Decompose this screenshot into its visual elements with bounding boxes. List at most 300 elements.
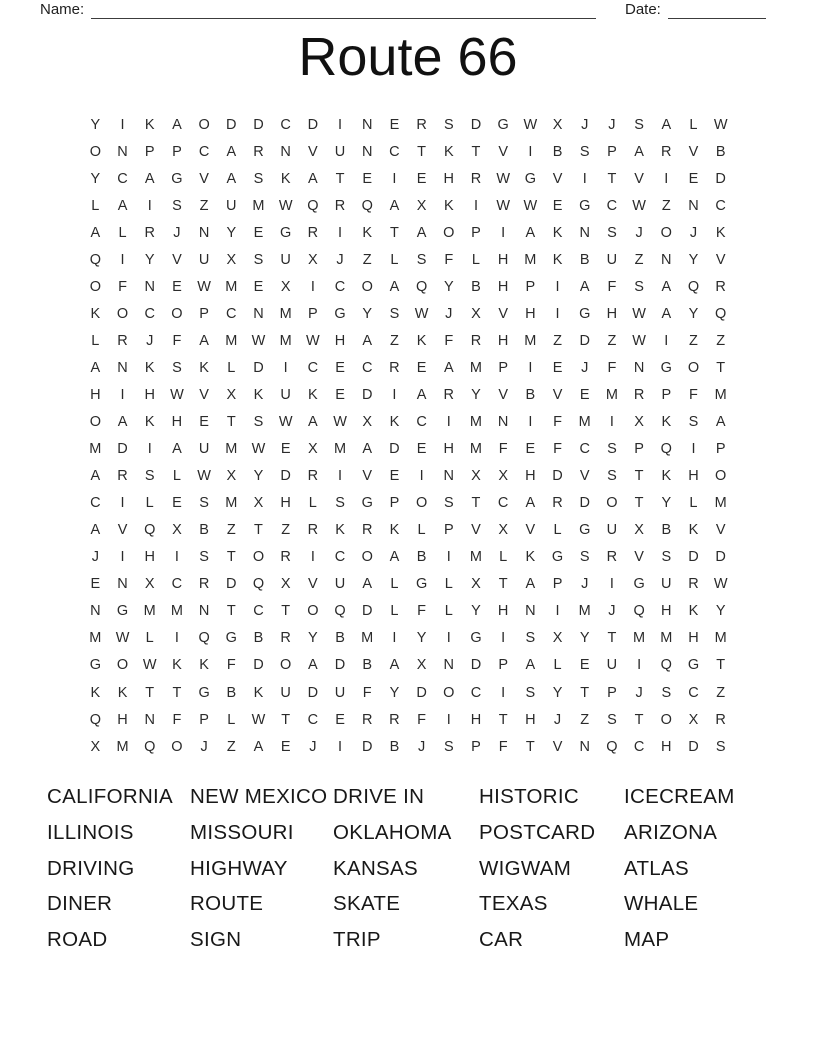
grid-cell: C (280, 116, 291, 133)
grid-cell: S (525, 684, 536, 701)
grid-cell: L (172, 468, 181, 485)
grid-cell: V (552, 170, 563, 187)
grid-cell: H (688, 468, 699, 485)
grid-cell: C (334, 549, 346, 566)
grid-cell: Z (226, 522, 236, 539)
grid-cell: A (525, 657, 536, 674)
grid-cell: G (116, 603, 129, 620)
puzzle-title: Route 66 (298, 27, 518, 87)
grid-cell: R (117, 468, 128, 485)
name-field (40, 1, 596, 19)
grid-cell: I (310, 549, 315, 566)
grid-cell: Y (253, 468, 264, 485)
grid-cell: S (607, 711, 617, 728)
word-list-item: CAR (479, 928, 524, 952)
word-list-item: OKLAHOMA (333, 820, 452, 844)
grid-cell: M (469, 359, 483, 376)
grid-cell: S (199, 549, 209, 566)
grid-cell: A (715, 414, 726, 431)
grid-cell: Y (226, 224, 237, 241)
grid-cell: X (280, 278, 291, 295)
grid-cell: U (334, 576, 346, 593)
grid-cell: C (307, 359, 319, 376)
grid-cell: O (715, 468, 727, 485)
grid-cell: Q (252, 576, 265, 593)
word-list-item: ICECREAM (624, 785, 735, 808)
grid-cell: O (280, 657, 292, 674)
grid-cell: C (633, 738, 645, 755)
grid-cell: Y (90, 170, 101, 187)
grid-cell: D (470, 657, 482, 674)
grid-cell: D (226, 576, 237, 593)
word-list-item: TRIP (333, 928, 381, 952)
grid-cell: C (606, 197, 618, 214)
word-list-item: DRIVING (47, 856, 135, 880)
grid-cell: G (687, 657, 700, 674)
grid-cell: M (225, 278, 238, 295)
grid-cell: C (171, 576, 183, 593)
grid-cell: H (497, 251, 509, 268)
grid-cell: P (498, 359, 508, 376)
grid-cell: P (172, 143, 182, 160)
grid-cell: K (362, 224, 373, 241)
grid-cell: G (579, 522, 591, 539)
grid-cell: U (334, 684, 346, 701)
grid-cell: R (470, 170, 482, 187)
grid-cell: U (334, 143, 346, 160)
grid-cell: T (716, 359, 726, 376)
grid-cell: S (525, 630, 536, 647)
grid-cell: N (144, 711, 155, 728)
grid-cell: O (116, 657, 129, 674)
grid-cell: F (172, 711, 182, 728)
grid-cell: Y (443, 278, 454, 295)
grid-cell: K (199, 359, 209, 376)
grid-cell: P (443, 522, 454, 539)
grid-cell: X (471, 468, 481, 485)
grid-cell: T (471, 143, 481, 160)
grid-cell: P (661, 386, 672, 403)
grid-cell: I (147, 441, 152, 458)
grid-cell: F (607, 278, 617, 295)
grid-cell: L (444, 576, 453, 593)
grid-cell: M (633, 630, 646, 647)
grid-cell: M (116, 738, 129, 755)
grid-cell: A (389, 197, 400, 214)
grid-cell: E (90, 576, 101, 593)
grid-cell: I (555, 305, 560, 322)
grid-cell: K (389, 414, 400, 431)
grid-cell: S (416, 251, 427, 268)
grid-cell: R (633, 386, 645, 403)
word-list-item: HIGHWAY (190, 856, 288, 880)
grid-cell: K (389, 522, 400, 539)
grid-cell: U (198, 441, 210, 458)
grid-cell: R (144, 224, 155, 241)
grid-cell: I (283, 359, 288, 376)
grid-cell: J (635, 684, 643, 701)
grid-cell: I (310, 278, 315, 295)
grid-cell: K (144, 414, 155, 431)
grid-cell: E (362, 170, 373, 187)
grid-cell: Y (389, 684, 400, 701)
grid-cell: W (197, 278, 211, 295)
grid-cell: R (307, 224, 319, 241)
grid-cell: D (253, 359, 264, 376)
grid-cell: J (553, 711, 562, 728)
grid-cell: A (389, 657, 400, 674)
grid-cell: W (523, 116, 538, 133)
grid-cell: Z (281, 522, 291, 539)
grid-cell: A (362, 576, 373, 593)
grid-cell: C (307, 711, 319, 728)
grid-cell: S (443, 495, 454, 512)
grid-cell: Y (308, 630, 318, 647)
grid-cell: T (335, 170, 345, 187)
grid-cell: T (281, 711, 291, 728)
grid-cell: A (389, 278, 400, 295)
grid-cell: Q (144, 738, 156, 755)
grid-cell: S (607, 224, 617, 241)
grid-cell: V (552, 386, 563, 403)
grid-cell: E (199, 414, 209, 431)
grid-cell: Q (660, 657, 672, 674)
grid-cell: A (661, 278, 672, 295)
grid-cell: F (417, 603, 427, 620)
grid-cell: N (117, 143, 128, 160)
grid-cell: S (335, 495, 345, 512)
grid-cell: E (280, 441, 291, 458)
grid-cell: G (361, 495, 373, 512)
grid-cell: M (714, 495, 727, 512)
grid-cell: Q (606, 738, 618, 755)
grid-cell: I (501, 224, 506, 241)
grid-cell: C (198, 143, 210, 160)
grid-cell: I (174, 630, 179, 647)
grid-cell: I (446, 549, 451, 566)
grid-cell: I (419, 468, 424, 485)
grid-cell: Y (416, 630, 427, 647)
grid-cell: O (361, 278, 373, 295)
grid-cell: G (280, 224, 292, 241)
grid-cell: A (579, 278, 590, 295)
grid-cell: T (580, 684, 590, 701)
grid-cell: V (308, 143, 318, 160)
grid-cell: X (634, 414, 644, 431)
grid-cell: J (581, 576, 589, 593)
name-blank-line (91, 1, 596, 19)
grid-cell: T (716, 657, 726, 674)
grid-cell: I (528, 359, 533, 376)
grid-cell: S (253, 170, 264, 187)
grid-cell: L (118, 224, 127, 241)
grid-cell: J (309, 738, 317, 755)
grid-cell: T (226, 603, 236, 620)
grid-cell: O (116, 305, 129, 322)
grid-cell: M (333, 441, 347, 458)
word-list-column (190, 779, 333, 958)
grid-cell: X (498, 468, 508, 485)
grid-cell: E (253, 224, 264, 241)
grid-cell: T (471, 495, 481, 512)
grid-cell: G (579, 197, 591, 214)
grid-cell: W (496, 170, 510, 187)
grid-cell: B (471, 278, 481, 295)
grid-cell: T (498, 711, 508, 728)
grid-cell: I (555, 278, 560, 295)
grid-cell: M (605, 386, 618, 403)
grid-cell: K (199, 657, 209, 674)
grid-cell: X (226, 386, 237, 403)
grid-cell: A (117, 414, 128, 431)
grid-cell: H (525, 711, 536, 728)
grid-cell: R (389, 359, 400, 376)
grid-cell: I (528, 143, 533, 160)
grid-cell: R (552, 495, 563, 512)
grid-cell: H (280, 495, 291, 512)
grid-cell: B (552, 143, 563, 160)
grid-cell: F (689, 386, 698, 403)
grid-cell: G (89, 657, 101, 674)
grid-cell: K (443, 143, 454, 160)
grid-cell: D (688, 549, 699, 566)
grid-cell: E (525, 441, 536, 458)
grid-cell: F (172, 332, 182, 349)
grid-cell: D (334, 657, 346, 674)
grid-cell: H (443, 170, 455, 187)
grid-cell: N (117, 576, 128, 593)
grid-cell: H (334, 332, 346, 349)
grid-cell: M (225, 495, 238, 512)
grid-cell: G (470, 630, 482, 647)
grid-cell: B (199, 522, 209, 539)
grid-cell: N (525, 603, 536, 620)
word-list-column (333, 779, 479, 958)
grid-cell: C (715, 197, 726, 214)
grid-cell: T (634, 495, 644, 512)
grid-cell: L (471, 251, 480, 268)
grid-cell: K (308, 386, 318, 403)
grid-cell: A (308, 414, 318, 431)
grid-cell: H (688, 630, 699, 647)
grid-cell: S (253, 251, 264, 268)
grid-cell: S (144, 468, 155, 485)
grid-cell: M (469, 414, 483, 431)
grid-cell: S (607, 441, 617, 458)
grid-cell: C (389, 143, 400, 160)
grid-cell: L (390, 251, 399, 268)
grid-cell: P (389, 495, 400, 512)
grid-cell: Y (688, 251, 699, 268)
grid-cell: R (280, 549, 291, 566)
grid-cell: M (578, 414, 591, 431)
grid-cell: B (335, 630, 345, 647)
grid-cell: K (416, 332, 427, 349)
grid-cell: M (660, 630, 673, 647)
grid-cell: Z (716, 332, 726, 349)
grid-cell: L (145, 495, 154, 512)
grid-cell: J (200, 738, 208, 755)
grid-cell: A (525, 495, 536, 512)
grid-cell: H (144, 386, 155, 403)
grid-cell: E (579, 386, 590, 403)
grid-cell: H (497, 278, 509, 295)
grid-cell: C (90, 495, 101, 512)
grid-cell: M (714, 630, 727, 647)
grid-cell: C (144, 305, 155, 322)
word-list-item: SKATE (333, 892, 401, 916)
grid-cell: R (470, 332, 482, 349)
grid-cell: N (117, 359, 128, 376)
grid-cell: L (689, 116, 698, 133)
grid-cell: F (498, 738, 508, 755)
grid-cell: C (334, 278, 346, 295)
grid-cell: A (661, 305, 672, 322)
grid-cell: F (553, 441, 562, 458)
grid-cell: U (606, 522, 618, 539)
grid-cell: B (525, 386, 536, 403)
grid-cell: S (688, 414, 699, 431)
grid-cell: O (89, 143, 101, 160)
word-search-grid (82, 111, 735, 760)
grid-cell: D (307, 116, 319, 133)
grid-cell: W (278, 197, 293, 214)
grid-cell: W (251, 711, 266, 728)
grid-cell: W (306, 332, 320, 349)
grid-cell: M (89, 441, 102, 458)
grid-cell: K (661, 414, 672, 431)
grid-cell: V (199, 170, 209, 187)
grid-cell: Z (389, 332, 399, 349)
grid-cell: W (142, 657, 157, 674)
grid-cell: C (416, 414, 427, 431)
grid-cell: Q (89, 251, 101, 268)
grid-cell: D (579, 332, 590, 349)
grid-cell: E (172, 495, 182, 512)
grid-cell: P (199, 305, 209, 322)
grid-cell: D (253, 657, 264, 674)
grid-cell: R (443, 386, 455, 403)
grid-cell: A (253, 738, 264, 755)
grid-cell: W (115, 630, 130, 647)
grid-cell: M (524, 251, 537, 268)
grid-cell: M (279, 305, 292, 322)
grid-cell: I (446, 414, 451, 431)
grid-cell: F (498, 441, 508, 458)
grid-cell: X (280, 576, 291, 593)
grid-cell: Y (688, 305, 699, 322)
grid-cell: I (664, 170, 669, 187)
grid-cell: C (579, 441, 590, 458)
grid-cell: H (497, 603, 509, 620)
grid-cell: G (171, 170, 183, 187)
grid-cell: N (361, 116, 373, 133)
grid-cell: U (280, 684, 291, 701)
grid-cell: I (555, 603, 560, 620)
word-list-column (479, 779, 624, 958)
grid-cell: M (578, 603, 591, 620)
grid-cell: H (661, 738, 672, 755)
grid-cell: G (551, 549, 564, 566)
grid-cell: K (253, 684, 264, 701)
grid-cell: O (198, 116, 210, 133)
word-list-item: ROAD (47, 928, 108, 952)
grid-cell: R (688, 576, 699, 593)
grid-cell: C (497, 495, 509, 512)
grid-cell: I (582, 170, 587, 187)
grid-cell: T (607, 630, 617, 647)
grid-cell: R (280, 630, 291, 647)
word-list-item: HISTORIC (479, 785, 579, 808)
grid-cell: S (579, 549, 590, 566)
grid-cell: E (335, 359, 345, 376)
grid-cell: Y (144, 251, 155, 268)
grid-cell: I (120, 251, 125, 268)
grid-cell: G (415, 576, 428, 593)
grid-cell: N (280, 143, 291, 160)
grid-cell: T (525, 738, 535, 755)
grid-cell: K (172, 657, 182, 674)
grid-cell: J (417, 738, 426, 755)
grid-cell: H (90, 386, 101, 403)
grid-cell: S (443, 738, 454, 755)
date-label: Date: (625, 1, 661, 18)
grid-cell: O (89, 278, 101, 295)
grid-cell: I (637, 657, 642, 674)
grid-cell: I (120, 495, 125, 512)
grid-cell: S (715, 738, 726, 755)
grid-cell: B (253, 630, 264, 647)
grid-cell: I (338, 224, 343, 241)
grid-cell: A (362, 441, 373, 458)
grid-cell: X (172, 522, 182, 539)
grid-cell: E (389, 116, 400, 133)
grid-cell: I (501, 630, 506, 647)
grid-cell: A (90, 522, 101, 539)
grid-cell: E (253, 278, 264, 295)
grid-cell: G (660, 359, 672, 376)
grid-cell: G (497, 116, 509, 133)
grid-cell: I (147, 197, 152, 214)
grid-cell: I (609, 576, 614, 593)
word-list-item: MAP (624, 928, 670, 952)
grid-cell: O (171, 305, 183, 322)
grid-cell: X (144, 576, 155, 593)
grid-cell: F (118, 278, 127, 295)
grid-cell: J (635, 224, 643, 241)
grid-cell: X (552, 116, 563, 133)
grid-cell: F (362, 684, 372, 701)
grid-cell: D (715, 549, 726, 566)
grid-cell: U (280, 251, 291, 268)
grid-cell: P (471, 224, 481, 241)
grid-cell: K (280, 170, 291, 187)
grid-cell: V (688, 143, 699, 160)
grid-cell: O (171, 738, 183, 755)
grid-cell: O (443, 224, 455, 241)
grid-cell: D (361, 738, 373, 755)
grid-cell: I (664, 332, 669, 349)
grid-cell: O (443, 684, 455, 701)
grid-cell: F (553, 414, 562, 431)
grid-cell: Z (689, 332, 698, 349)
grid-cell: L (91, 197, 100, 214)
grid-cell: Z (634, 251, 644, 268)
grid-cell: L (553, 657, 562, 674)
grid-cell: K (552, 224, 563, 241)
word-list-item: CALIFORNIA (47, 785, 174, 808)
grid-cell: R (416, 116, 427, 133)
